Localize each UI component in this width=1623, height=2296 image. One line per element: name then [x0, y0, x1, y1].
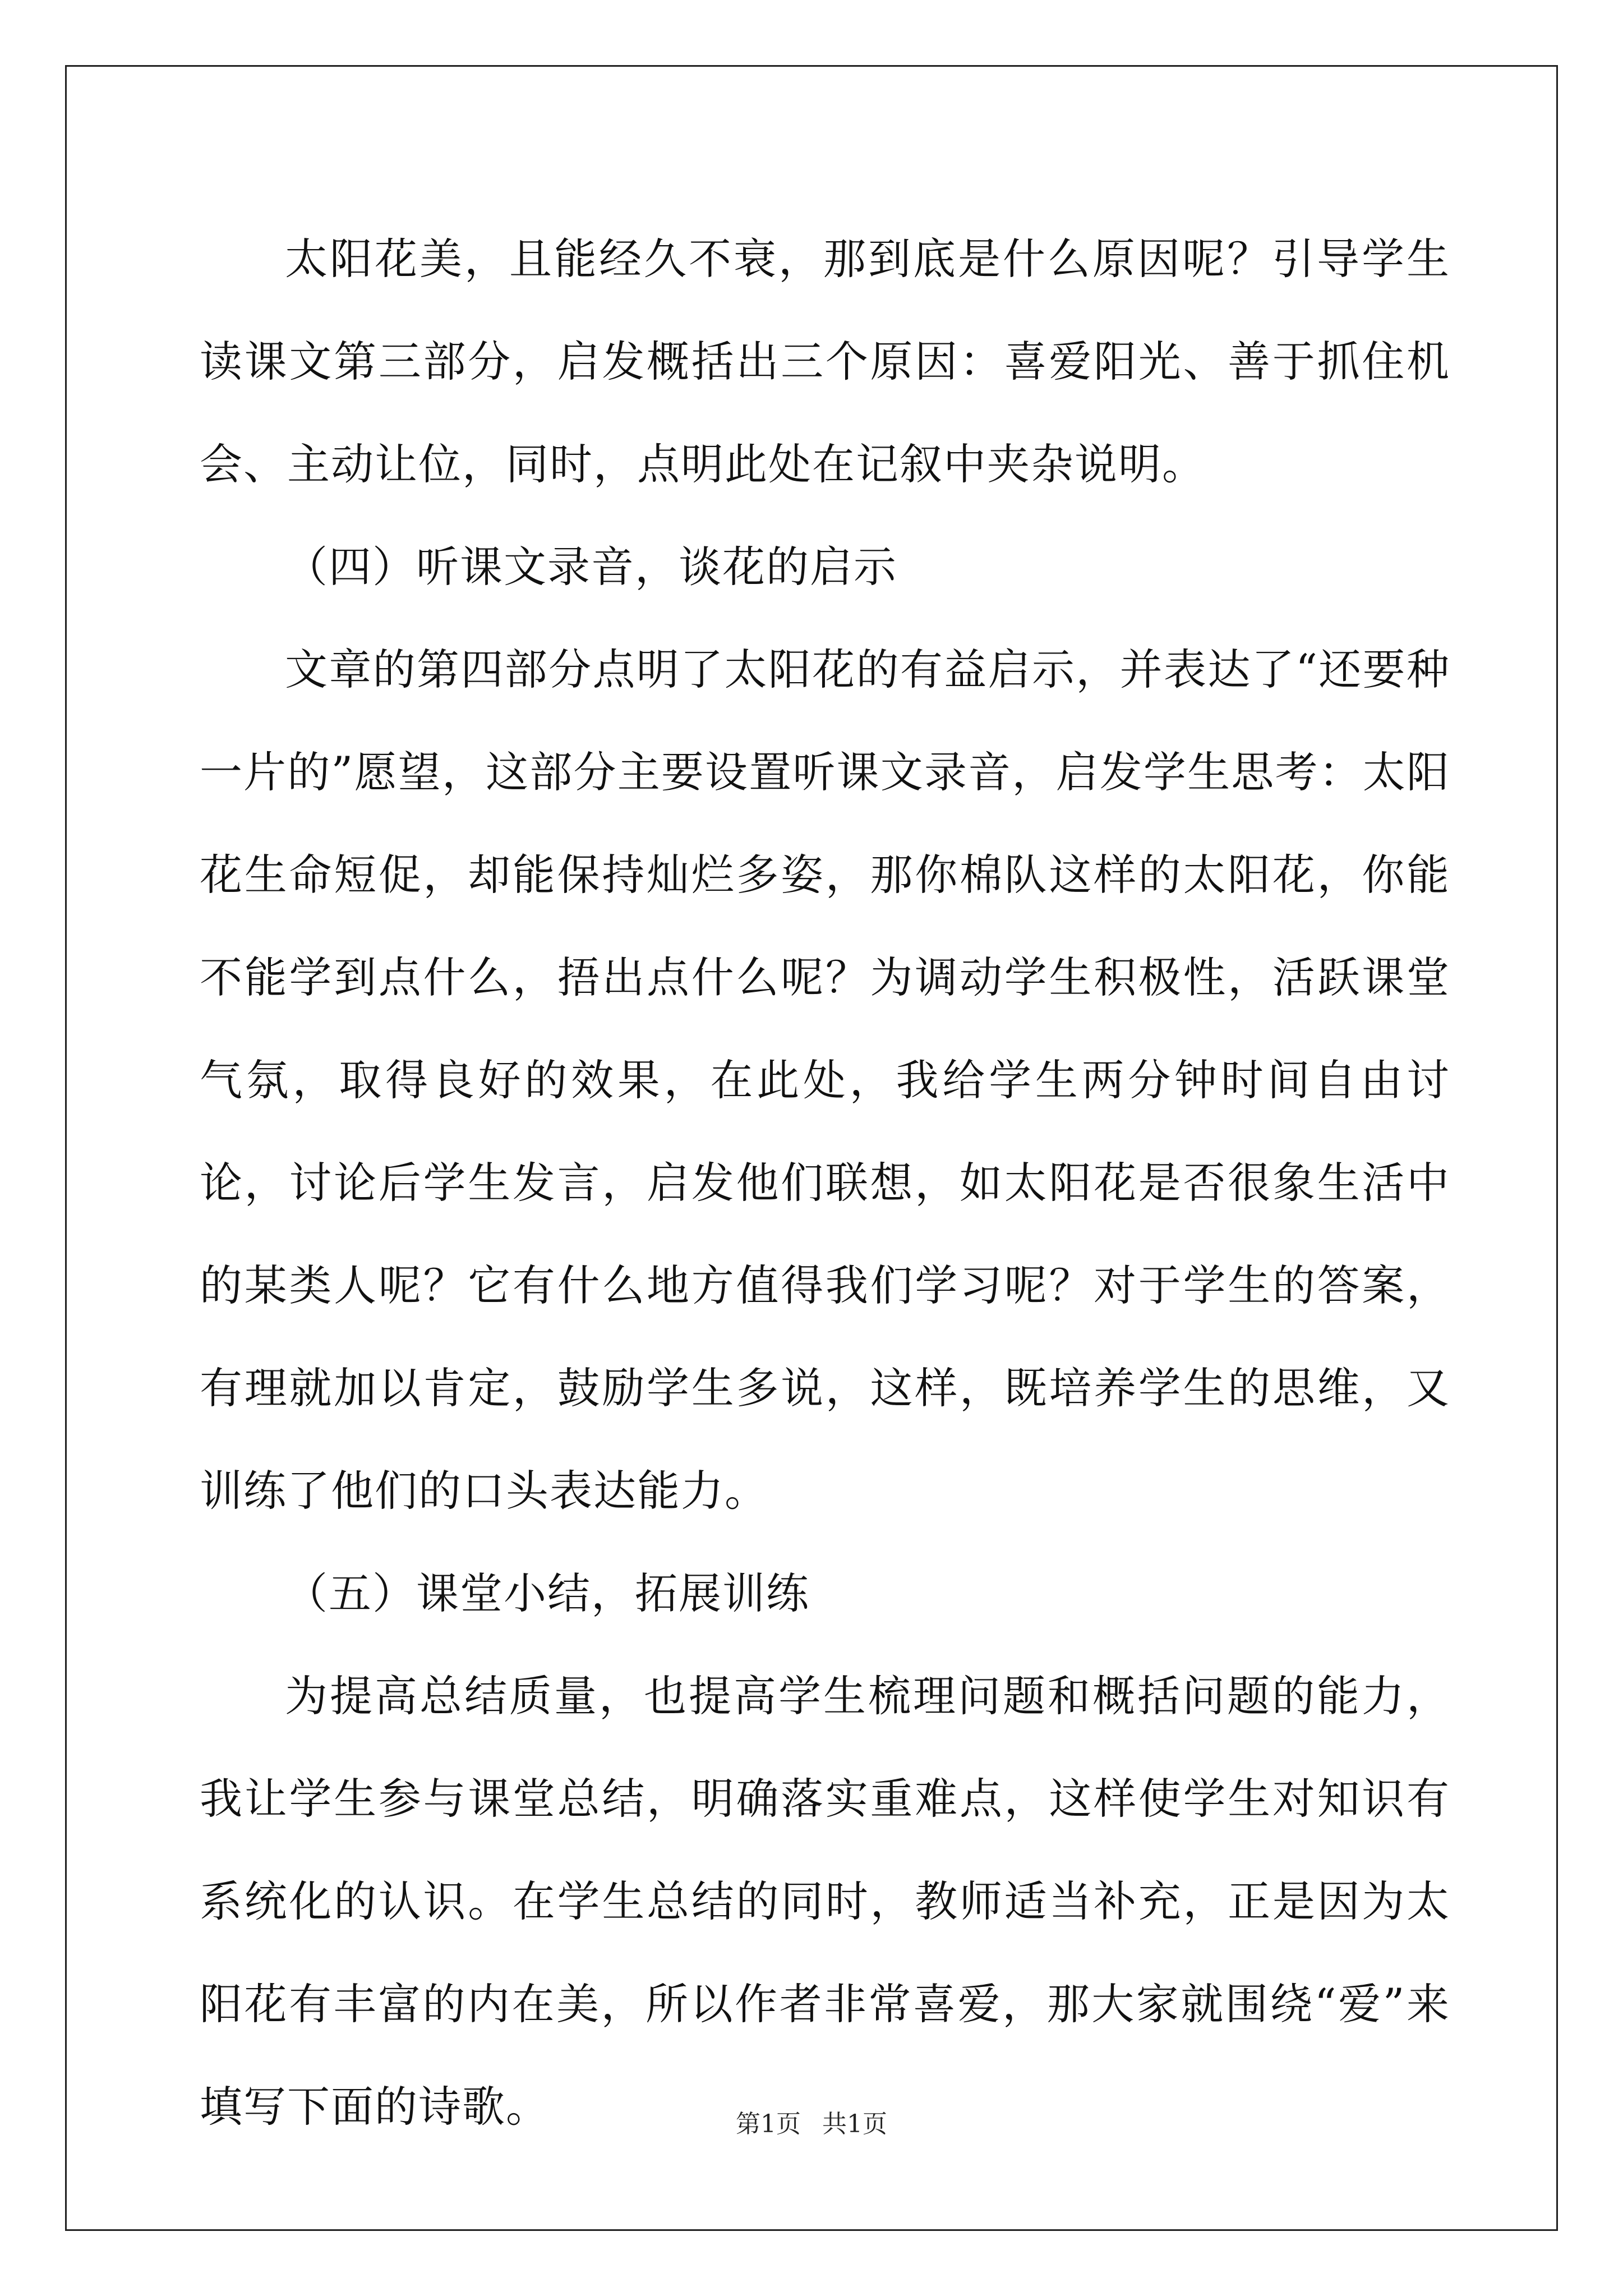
paragraph-flower-inspiration: 文章的第四部分点明了太阳花的有益启示，并表达了“还要种一片的”愿望，这部分主要设置听课文录音，启发学生思考：太阳花生命短促，却能保持灿烂多姿，那你棉队这样的太阳花，你能不能学到点什么，捂出点什么呢？为调动学生积极性，活跃课堂气氛，取得良好的效果，在此处，我给学生两分钟时间自由讨论，讨论后学生发言，启发他们联想，如太阳花是否很象生活中的某类人呢？它有什么地方值得我们学习呢？对于学生的答案，有理就加以肯定，鼓励学生多说，这样，既培养学生的思维，又训练了他们的口头表达能力。	[200, 645, 1450, 1516]
paragraph-class-summary: 为提高总结质量，也提高学生梳理问题和概括问题的能力，我让学生参与课堂总结，明确落实重难点，这样使学生对知识有系统化的认识。在学生总结的同时，教师适当补充，正是因为太阳花有丰富的内在美，所以作者非常喜爱，那大家就围绕“爱”来填写下面的诗歌。	[200, 1671, 1450, 2132]
document-body	[200, 208, 1450, 2158]
section-heading-4: （四）听课文录音，谈花的启示	[285, 542, 897, 592]
section-heading-5: （五）课堂小结，拓展训练	[285, 1568, 810, 1618]
page-total: 共1页	[822, 2110, 887, 2138]
paragraph-sunflower-reasons: 太阳花美，且能经久不衰，那到底是什么原因呢？引导学生读课文第三部分，启发概括出三个原因：喜爱阳光、善于抓住机会、主动让位，同时，点明此处在记叙中夹杂说明。	[200, 234, 1450, 489]
page-number: 第1页	[736, 2110, 801, 2138]
page-footer	[0, 2104, 1623, 2139]
